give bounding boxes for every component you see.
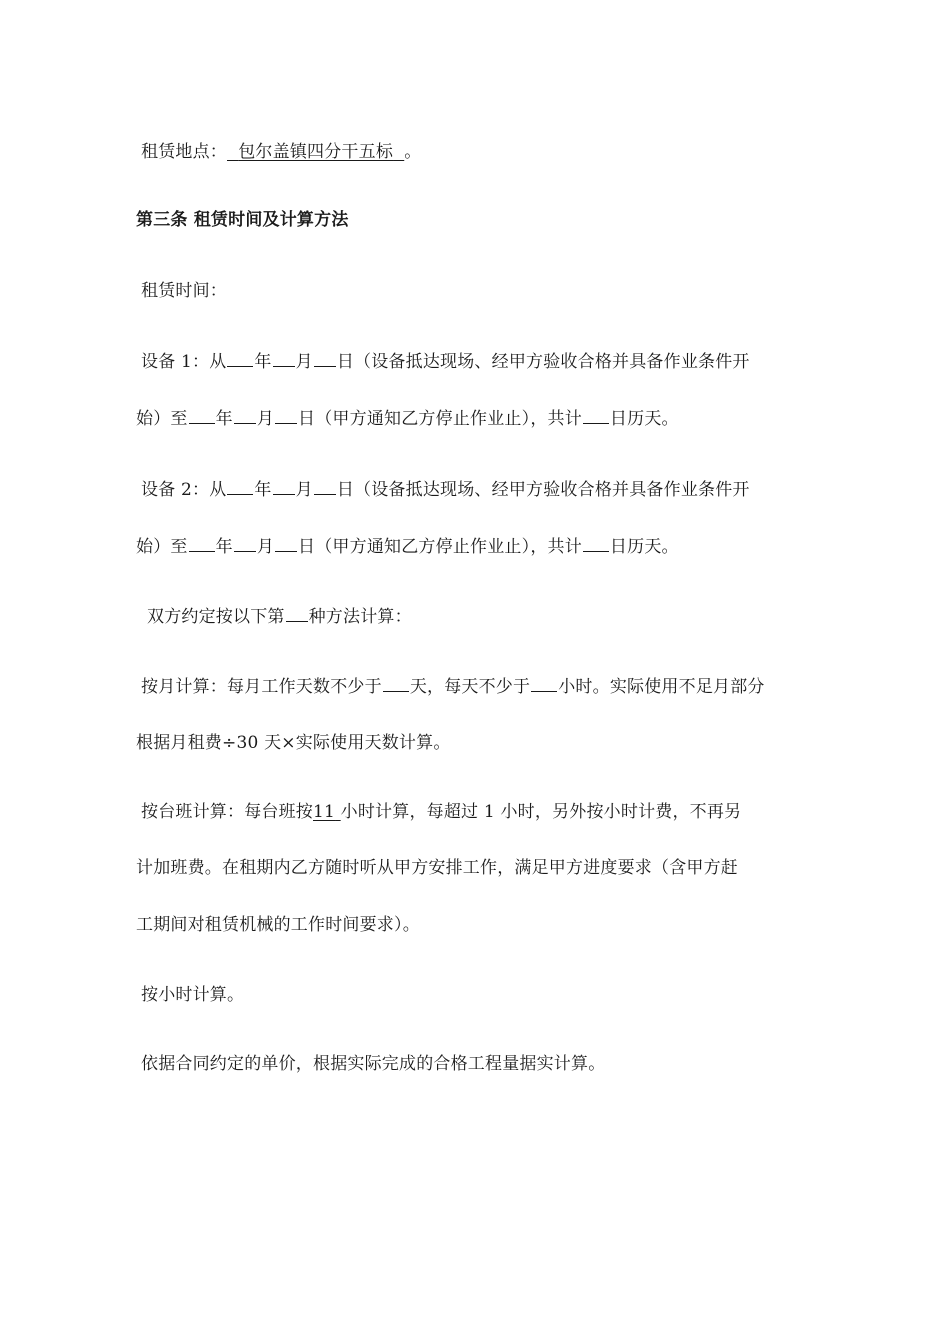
blank-month — [273, 476, 295, 495]
blank-day — [314, 476, 336, 495]
blank-day — [275, 405, 297, 424]
location-value: 包尔盖镇四分干五标 — [238, 142, 394, 162]
blank-year — [227, 476, 253, 495]
unit-price-line: 依据合同约定的单价，根据实际完成的合格工程量据实计算。 — [141, 1054, 606, 1074]
method-choice-line: 双方约定按以下第 种方法计算： — [147, 603, 412, 629]
equipment1-line2: 始）至 年 月 日（甲方通知乙方停止作业止），共计 日历天。 — [136, 405, 679, 431]
blank-hours — [531, 673, 557, 692]
monthly-line1: 按月计算：每月工作天数不少于 天，每天不少于 小时。实际使用不足月部分 — [141, 673, 765, 699]
shift-line2: 计加班费。在租期内乙方随时听从甲方安排工作，满足甲方进度要求（含甲方赶 — [136, 858, 738, 878]
article3-title: 第三条 租赁时间及计算方法 — [136, 210, 349, 230]
shift-hours-value: 11 — [313, 802, 336, 822]
equipment2-line2: 始）至 年 月 日（甲方通知乙方停止作业止），共计 日历天。 — [136, 533, 679, 559]
location-suffix: 。 — [404, 142, 422, 162]
blank-month — [234, 405, 256, 424]
equipment2-line1: 设备 2：从 年 月 日（设备抵达现场、经甲方验收合格并具备作业条件开 — [141, 476, 750, 502]
blank-day — [275, 533, 297, 552]
location-line — [141, 140, 421, 164]
blank-year — [189, 533, 215, 552]
blank-day — [314, 348, 336, 367]
blank-year — [189, 405, 215, 424]
rental-time-label: 租赁时间： — [141, 281, 227, 301]
blank-method-number — [286, 603, 308, 622]
monthly-line2: 根据月租费÷30 天×实际使用天数计算。 — [136, 733, 451, 753]
blank-year — [227, 348, 253, 367]
blank-days — [383, 673, 409, 692]
blank-total-days — [583, 405, 609, 424]
shift-line1: 按台班计算：每台班按11 小时计算，每超过 1 小时，另外按小时计费，不再另 — [141, 802, 742, 822]
shift-line3: 工期间对租赁机械的工作时间要求）。 — [136, 915, 420, 935]
blank-total-days — [583, 533, 609, 552]
blank-month — [234, 533, 256, 552]
location-label: 租赁地点： — [141, 142, 227, 162]
equipment1-line1: 设备 1：从 年 月 日（设备抵达现场、经甲方验收合格并具备作业条件开 — [141, 348, 750, 374]
blank-month — [273, 348, 295, 367]
hourly-line: 按小时计算。 — [141, 985, 245, 1005]
